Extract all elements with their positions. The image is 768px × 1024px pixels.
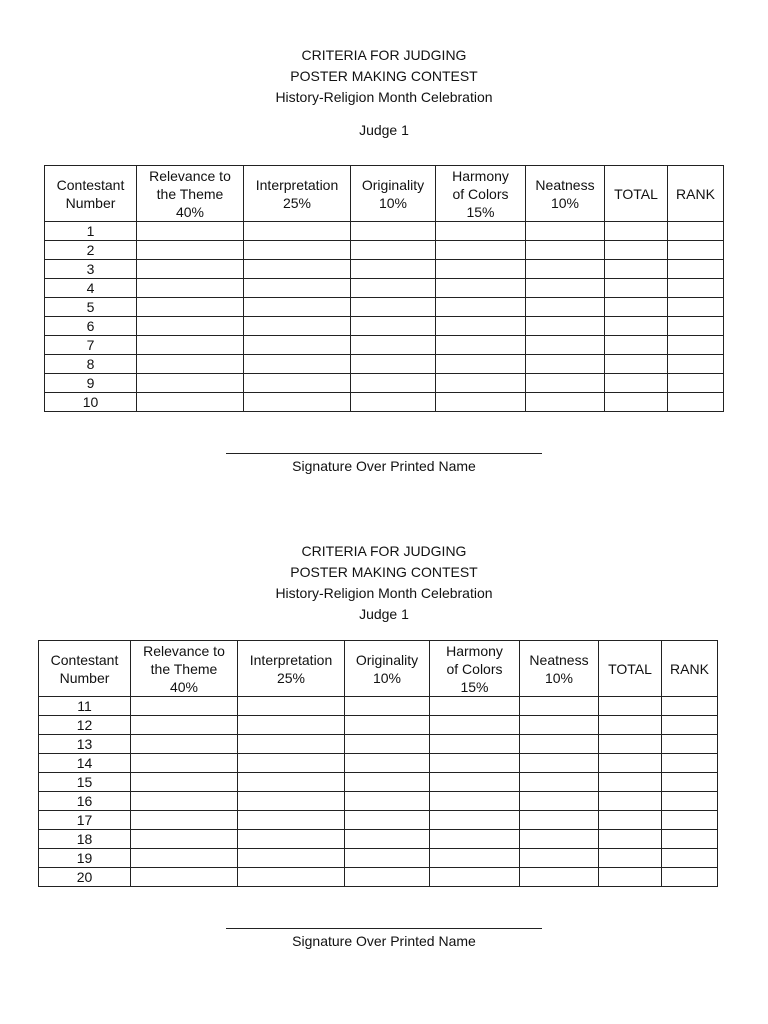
score-cell[interactable] [345, 830, 430, 849]
total-cell[interactable] [605, 260, 668, 279]
score-cell[interactable] [137, 336, 244, 355]
score-cell[interactable] [351, 355, 436, 374]
score-cell[interactable] [244, 393, 351, 412]
score-cell[interactable] [520, 773, 599, 792]
score-cell[interactable] [137, 279, 244, 298]
score-cell[interactable] [526, 279, 605, 298]
score-cell[interactable] [351, 279, 436, 298]
contestant-number: 15 [39, 773, 131, 792]
score-cell[interactable] [137, 260, 244, 279]
table-row [39, 716, 718, 735]
rank-cell[interactable] [668, 374, 724, 393]
total-cell[interactable] [599, 811, 662, 830]
signature-label: Signature Over Printed Name [292, 458, 476, 474]
score-cell[interactable] [244, 336, 351, 355]
column-header: Contestant Number [39, 641, 131, 697]
table-row [45, 393, 724, 412]
event-name: History-Religion Month Celebration [275, 89, 493, 105]
score-cell[interactable] [238, 754, 345, 773]
sheet-2-header [0, 541, 768, 625]
sheet-1-score-table [44, 165, 724, 412]
score-cell[interactable] [436, 279, 526, 298]
column-header: TOTAL [599, 641, 662, 697]
rank-cell[interactable] [662, 830, 718, 849]
table-row [45, 260, 724, 279]
total-cell[interactable] [605, 279, 668, 298]
score-cell[interactable] [351, 222, 436, 241]
table-row [45, 336, 724, 355]
score-cell[interactable] [520, 697, 599, 716]
contestant-number: 17 [39, 811, 131, 830]
contest-name: POSTER MAKING CONTEST [290, 68, 478, 84]
score-cell[interactable] [131, 716, 238, 735]
score-cell[interactable] [131, 830, 238, 849]
column-header: Relevance to the Theme 40% [131, 641, 238, 697]
contestant-number: 7 [45, 336, 137, 355]
score-cell[interactable] [436, 336, 526, 355]
score-cell[interactable] [436, 374, 526, 393]
score-cell[interactable] [244, 279, 351, 298]
score-cell[interactable] [436, 317, 526, 336]
score-cell[interactable] [238, 868, 345, 887]
table-row [45, 298, 724, 317]
total-cell[interactable] [599, 830, 662, 849]
score-cell[interactable] [131, 773, 238, 792]
table-row [45, 374, 724, 393]
table-row [45, 222, 724, 241]
score-cell[interactable] [526, 336, 605, 355]
score-cell[interactable] [244, 374, 351, 393]
total-cell[interactable] [605, 241, 668, 260]
score-cell[interactable] [244, 317, 351, 336]
score-cell[interactable] [244, 260, 351, 279]
score-cell[interactable] [520, 811, 599, 830]
score-cell[interactable] [430, 868, 520, 887]
score-cell[interactable] [436, 241, 526, 260]
document-title: CRITERIA FOR JUDGING [301, 47, 467, 63]
score-cell[interactable] [244, 355, 351, 374]
column-header: Interpretation 25% [244, 166, 351, 222]
sheet-1-header [0, 45, 768, 141]
score-cell[interactable] [345, 849, 430, 868]
contestant-number: 18 [39, 830, 131, 849]
column-header: Originality 10% [345, 641, 430, 697]
column-header: TOTAL [605, 166, 668, 222]
total-cell[interactable] [605, 222, 668, 241]
score-cell[interactable] [351, 336, 436, 355]
table-row [39, 792, 718, 811]
score-cell[interactable] [436, 260, 526, 279]
score-cell[interactable] [526, 260, 605, 279]
score-cell[interactable] [131, 697, 238, 716]
score-cell[interactable] [520, 830, 599, 849]
score-cell[interactable] [131, 792, 238, 811]
score-cell[interactable] [238, 697, 345, 716]
rank-cell[interactable] [662, 716, 718, 735]
table-row [39, 830, 718, 849]
column-header: Interpretation 25% [238, 641, 345, 697]
score-cell[interactable] [430, 792, 520, 811]
column-header: Neatness 10% [526, 166, 605, 222]
score-cell[interactable] [351, 317, 436, 336]
score-cell[interactable] [526, 355, 605, 374]
contestant-number: 16 [39, 792, 131, 811]
rank-cell[interactable] [668, 336, 724, 355]
score-cell[interactable] [436, 298, 526, 317]
column-header: RANK [662, 641, 718, 697]
score-cell[interactable] [345, 735, 430, 754]
total-cell[interactable] [605, 374, 668, 393]
rank-cell[interactable] [668, 279, 724, 298]
total-cell[interactable] [605, 298, 668, 317]
column-header: Neatness 10% [520, 641, 599, 697]
total-cell[interactable] [599, 849, 662, 868]
total-cell[interactable] [605, 336, 668, 355]
column-header: Relevance to the Theme 40% [137, 166, 244, 222]
column-header: Originality 10% [351, 166, 436, 222]
signature-line[interactable] [226, 453, 542, 454]
total-cell[interactable] [599, 868, 662, 887]
contestant-number: 19 [39, 849, 131, 868]
score-cell[interactable] [137, 222, 244, 241]
table-header-row [39, 641, 718, 697]
contestant-number: 4 [45, 279, 137, 298]
score-cell[interactable] [131, 849, 238, 868]
score-cell[interactable] [137, 355, 244, 374]
signature-label: Signature Over Printed Name [292, 933, 476, 949]
total-cell[interactable] [599, 792, 662, 811]
score-cell[interactable] [526, 298, 605, 317]
contestant-number: 3 [45, 260, 137, 279]
table-row [45, 355, 724, 374]
rank-cell[interactable] [662, 773, 718, 792]
score-cell[interactable] [137, 298, 244, 317]
score-cell[interactable] [238, 773, 345, 792]
contestant-number: 8 [45, 355, 137, 374]
score-cell[interactable] [526, 317, 605, 336]
score-cell[interactable] [137, 241, 244, 260]
table-row [39, 773, 718, 792]
table-row [45, 241, 724, 260]
total-cell[interactable] [605, 393, 668, 412]
rank-cell[interactable] [668, 298, 724, 317]
score-cell[interactable] [137, 374, 244, 393]
column-header: Contestant Number [45, 166, 137, 222]
rank-cell[interactable] [668, 355, 724, 374]
score-cell[interactable] [430, 830, 520, 849]
table-row [39, 868, 718, 887]
contestant-number: 11 [39, 697, 131, 716]
score-cell[interactable] [351, 374, 436, 393]
score-cell[interactable] [345, 868, 430, 887]
score-cell[interactable] [430, 697, 520, 716]
contestant-number: 14 [39, 754, 131, 773]
score-cell[interactable] [520, 868, 599, 887]
score-cell[interactable] [345, 754, 430, 773]
contestant-number: 5 [45, 298, 137, 317]
score-cell[interactable] [436, 355, 526, 374]
contestant-number: 2 [45, 241, 137, 260]
score-cell[interactable] [436, 393, 526, 412]
sheet-2-score-table [38, 640, 718, 887]
score-cell[interactable] [430, 811, 520, 830]
table-row [39, 811, 718, 830]
score-cell[interactable] [520, 716, 599, 735]
table-row [39, 735, 718, 754]
score-cell[interactable] [244, 241, 351, 260]
total-cell[interactable] [605, 317, 668, 336]
total-cell[interactable] [599, 773, 662, 792]
total-cell[interactable] [599, 697, 662, 716]
contestant-number: 1 [45, 222, 137, 241]
rank-cell[interactable] [662, 868, 718, 887]
score-cell[interactable] [345, 697, 430, 716]
rank-cell[interactable] [662, 792, 718, 811]
score-cell[interactable] [430, 735, 520, 754]
score-cell[interactable] [244, 298, 351, 317]
table-row [45, 279, 724, 298]
score-cell[interactable] [345, 811, 430, 830]
rank-cell[interactable] [668, 260, 724, 279]
score-cell[interactable] [238, 792, 345, 811]
score-cell[interactable] [526, 222, 605, 241]
rank-cell[interactable] [668, 317, 724, 336]
score-cell[interactable] [345, 716, 430, 735]
document-title: CRITERIA FOR JUDGING [301, 543, 467, 559]
total-cell[interactable] [599, 735, 662, 754]
column-header: Harmony of Colors 15% [436, 166, 526, 222]
column-header: Harmony of Colors 15% [430, 641, 520, 697]
contestant-number: 13 [39, 735, 131, 754]
judge-label: Judge 1 [359, 122, 409, 138]
score-cell[interactable] [520, 849, 599, 868]
score-cell[interactable] [526, 241, 605, 260]
rank-cell[interactable] [668, 241, 724, 260]
total-cell[interactable] [599, 754, 662, 773]
score-cell[interactable] [436, 222, 526, 241]
contestant-number: 6 [45, 317, 137, 336]
score-cell[interactable] [520, 754, 599, 773]
score-cell[interactable] [345, 792, 430, 811]
score-cell[interactable] [351, 241, 436, 260]
column-header: RANK [668, 166, 724, 222]
score-cell[interactable] [238, 716, 345, 735]
score-cell[interactable] [131, 811, 238, 830]
table-row [39, 849, 718, 868]
signature-line[interactable] [226, 928, 542, 929]
score-cell[interactable] [526, 393, 605, 412]
judge-label: Judge 1 [359, 606, 409, 622]
rank-cell[interactable] [662, 754, 718, 773]
event-name: History-Religion Month Celebration [275, 585, 493, 601]
total-cell[interactable] [605, 355, 668, 374]
contestant-number: 10 [45, 393, 137, 412]
score-cell[interactable] [430, 849, 520, 868]
score-cell[interactable] [131, 868, 238, 887]
score-cell[interactable] [238, 811, 345, 830]
score-cell[interactable] [526, 374, 605, 393]
score-cell[interactable] [430, 773, 520, 792]
rank-cell[interactable] [662, 697, 718, 716]
rank-cell[interactable] [668, 393, 724, 412]
rank-cell[interactable] [662, 811, 718, 830]
score-cell[interactable] [520, 735, 599, 754]
score-cell[interactable] [244, 222, 351, 241]
table-row [39, 754, 718, 773]
score-cell[interactable] [137, 317, 244, 336]
score-cell[interactable] [238, 849, 345, 868]
rank-cell[interactable] [662, 849, 718, 868]
contest-name: POSTER MAKING CONTEST [290, 564, 478, 580]
score-cell[interactable] [238, 830, 345, 849]
table-header-row [45, 166, 724, 222]
table-row [45, 317, 724, 336]
score-cell[interactable] [131, 754, 238, 773]
table-row [39, 697, 718, 716]
score-cell[interactable] [351, 298, 436, 317]
rank-cell[interactable] [662, 735, 718, 754]
score-cell[interactable] [520, 792, 599, 811]
score-cell[interactable] [430, 754, 520, 773]
total-cell[interactable] [599, 716, 662, 735]
score-cell[interactable] [131, 735, 238, 754]
contestant-number: 12 [39, 716, 131, 735]
rank-cell[interactable] [668, 222, 724, 241]
score-cell[interactable] [351, 393, 436, 412]
score-cell[interactable] [430, 716, 520, 735]
contestant-number: 9 [45, 374, 137, 393]
score-cell[interactable] [137, 393, 244, 412]
score-cell[interactable] [345, 773, 430, 792]
score-cell[interactable] [351, 260, 436, 279]
contestant-number: 20 [39, 868, 131, 887]
score-cell[interactable] [238, 735, 345, 754]
